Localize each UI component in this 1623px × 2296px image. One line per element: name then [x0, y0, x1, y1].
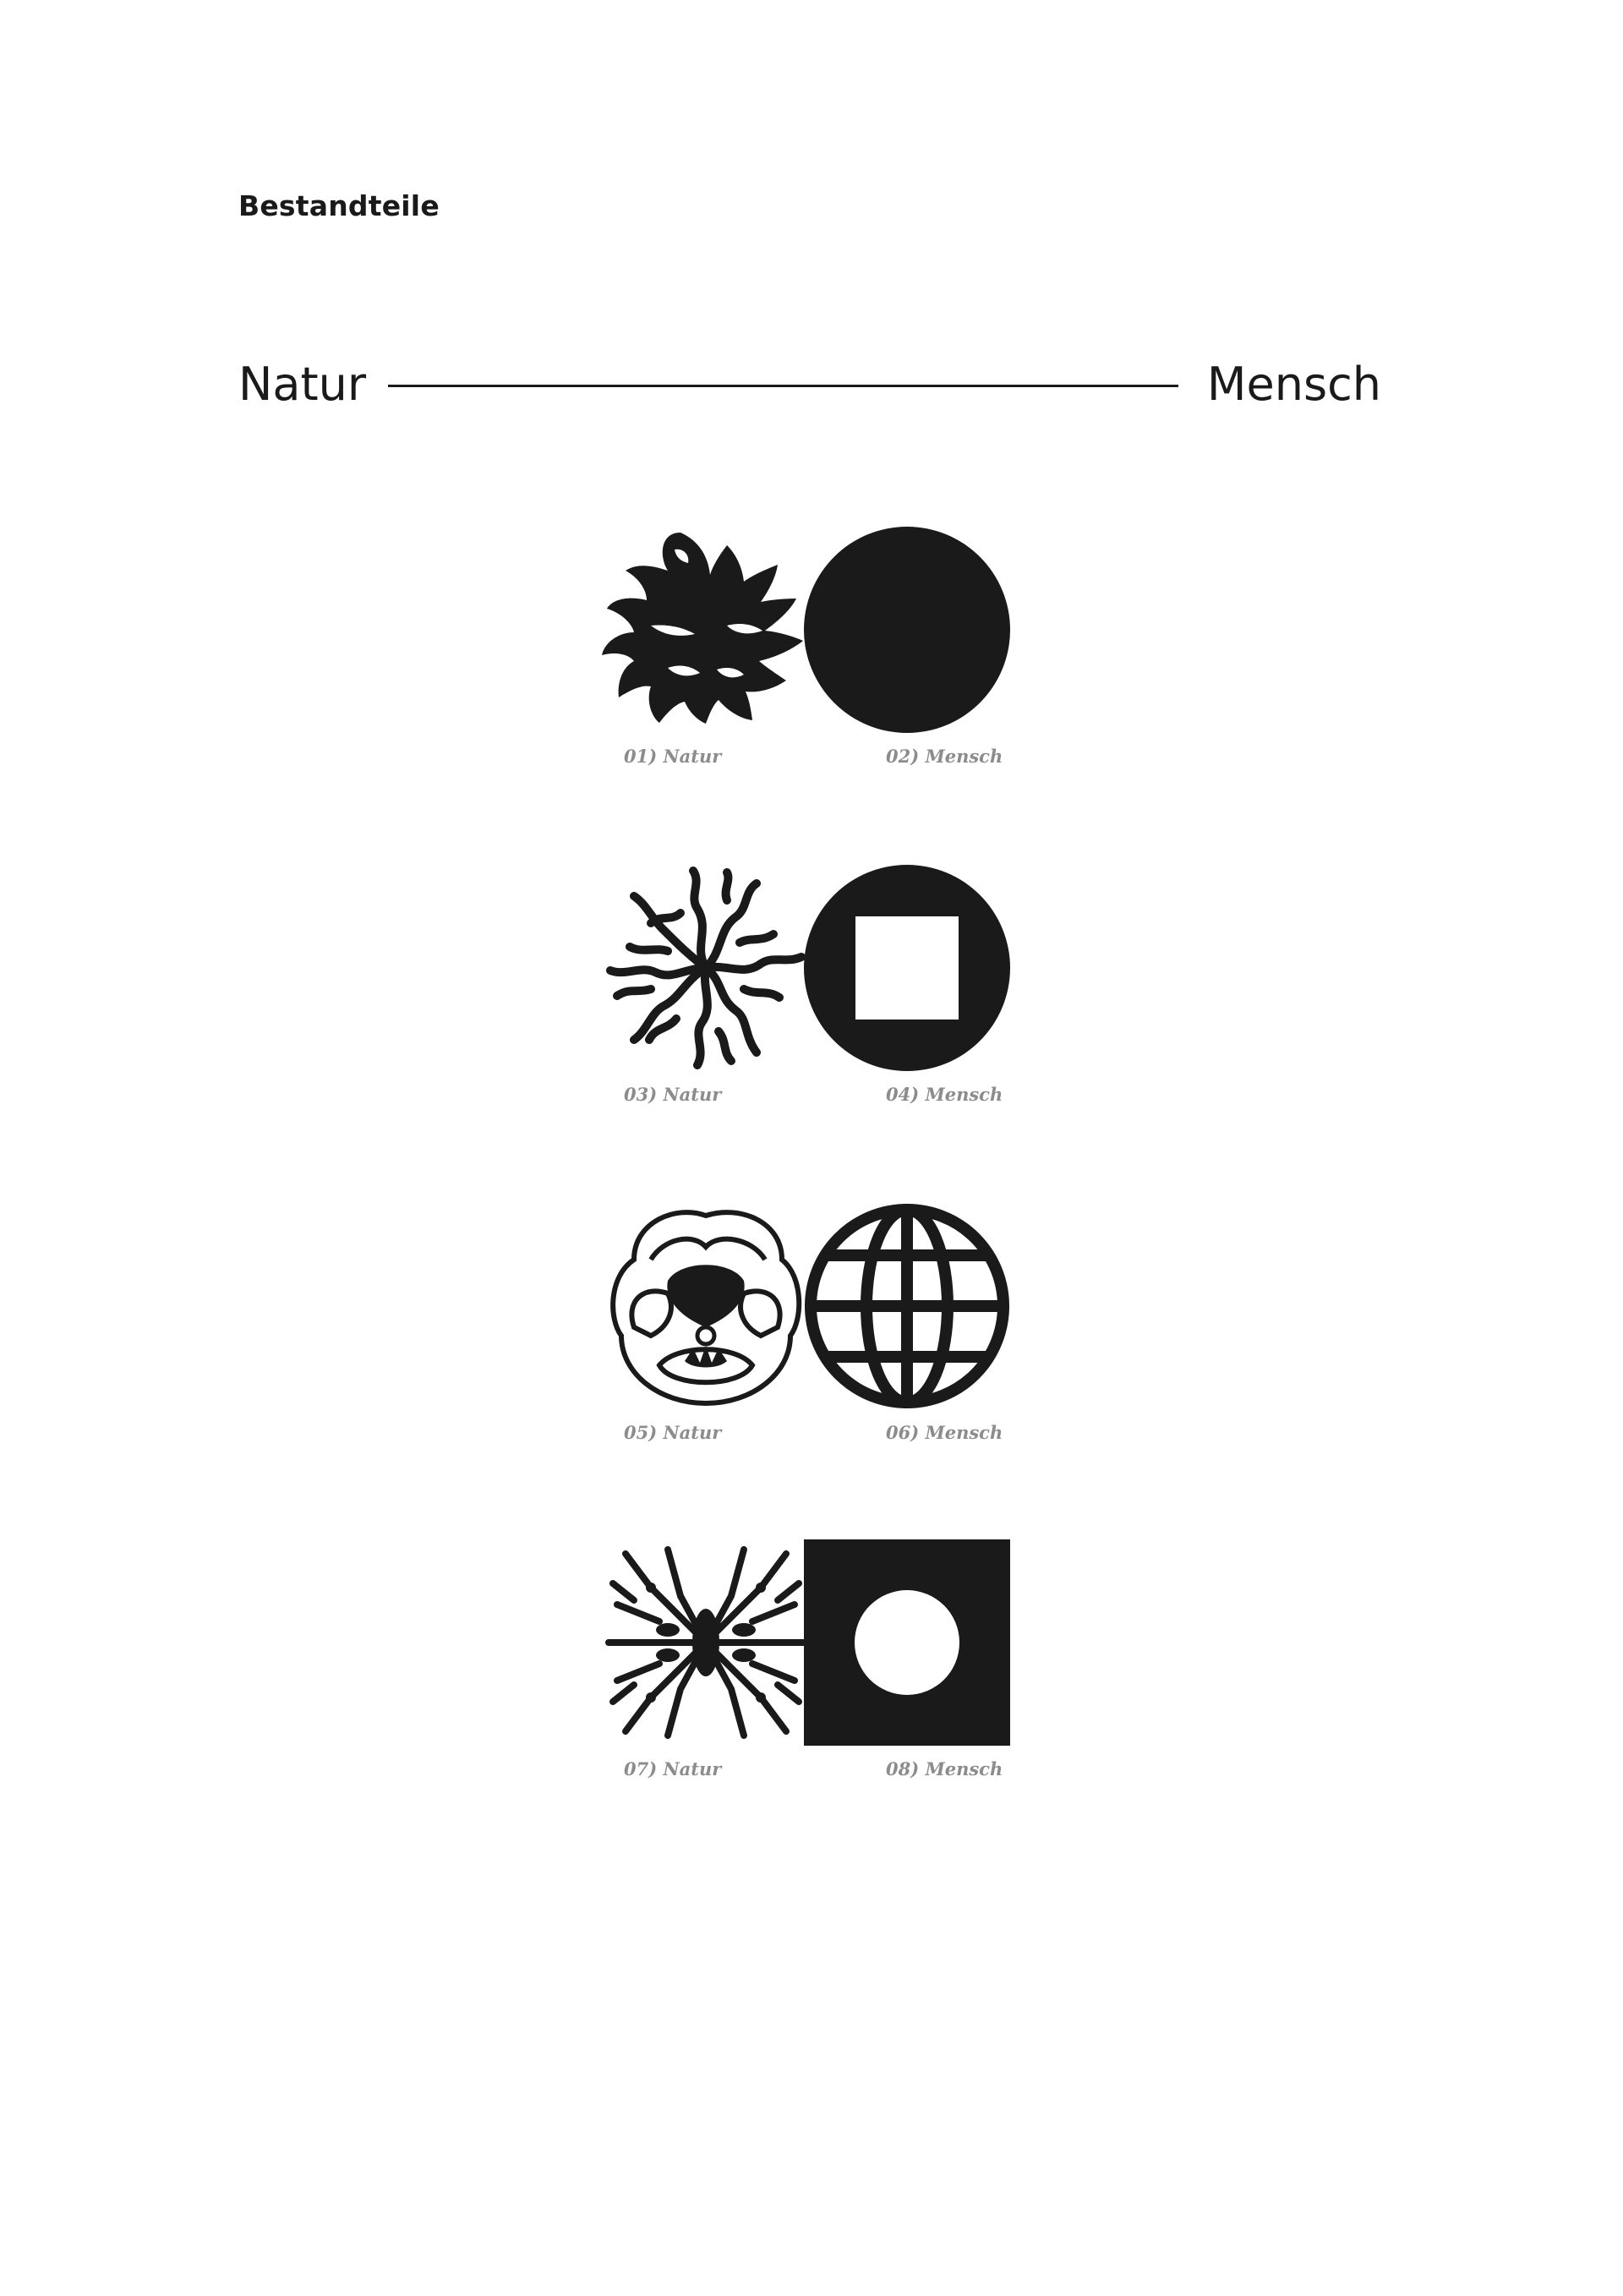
human-label: 04) Mensch: [886, 1084, 1003, 1105]
spectrum-divider-line: [388, 385, 1178, 387]
monstera-leaf-icon: [600, 524, 812, 735]
globe-icon: [801, 1200, 1013, 1412]
human-label: 02) Mensch: [886, 746, 1003, 767]
icon-pair-3: [592, 1200, 1031, 1443]
square-circle-icon: [801, 1537, 1013, 1748]
circle-square-icon: [801, 862, 1013, 1074]
page-heading: Bestandteile: [238, 189, 440, 222]
insect-symmetry-icon: [600, 1537, 812, 1748]
icon-pair-1: [592, 524, 1031, 767]
solid-circle-icon: [801, 524, 1013, 735]
nature-label: 07) Natur: [624, 1758, 722, 1779]
human-label: 08) Mensch: [886, 1758, 1003, 1779]
nature-human-spectrum: [238, 351, 1381, 418]
spectrum-left-label: Natur: [238, 358, 367, 411]
human-label: 06) Mensch: [886, 1422, 1003, 1443]
pansy-flower-icon: [600, 1200, 812, 1412]
spectrum-right-label: Mensch: [1206, 358, 1381, 411]
icon-pair-2: [592, 862, 1031, 1105]
nature-label: 05) Natur: [624, 1422, 722, 1443]
nature-label: 01) Natur: [624, 746, 722, 767]
icon-pair-4: [592, 1537, 1031, 1779]
coral-pattern-icon: [600, 862, 812, 1074]
nature-label: 03) Natur: [624, 1084, 722, 1105]
